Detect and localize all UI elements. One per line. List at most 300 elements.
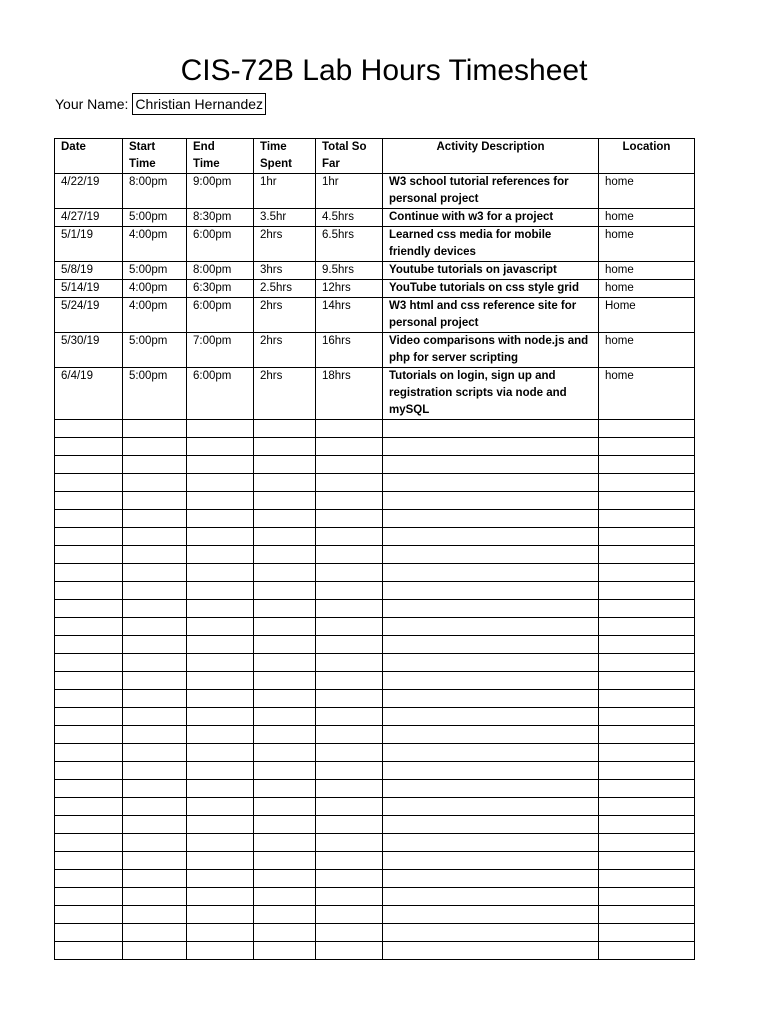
- table-row: [55, 209, 695, 227]
- cell-date[interactable]: 5/14/19: [55, 280, 123, 298]
- empty-cell-total-so-far[interactable]: [316, 636, 383, 654]
- empty-cell-time-spent[interactable]: [254, 510, 316, 528]
- empty-cell-location[interactable]: [599, 510, 695, 528]
- empty-cell-date[interactable]: [55, 780, 123, 798]
- empty-cell-time-spent[interactable]: [254, 564, 316, 582]
- empty-cell-activity-description[interactable]: [383, 870, 599, 888]
- empty-cell-start-time[interactable]: [123, 492, 187, 510]
- empty-cell-time-spent[interactable]: [254, 798, 316, 816]
- empty-cell-time-spent[interactable]: [254, 672, 316, 690]
- empty-cell-end-time[interactable]: [187, 906, 254, 924]
- cell-location[interactable]: home: [599, 227, 695, 262]
- cell-location[interactable]: home: [599, 262, 695, 280]
- cell-time-spent[interactable]: 1hr: [254, 174, 316, 209]
- table-row: [55, 262, 695, 280]
- empty-cell-end-time[interactable]: [187, 600, 254, 618]
- empty-cell-time-spent[interactable]: [254, 906, 316, 924]
- empty-cell-time-spent[interactable]: [254, 492, 316, 510]
- empty-cell-total-so-far[interactable]: [316, 870, 383, 888]
- empty-cell-total-so-far[interactable]: [316, 564, 383, 582]
- empty-cell-time-spent[interactable]: [254, 654, 316, 672]
- empty-cell-location[interactable]: [599, 582, 695, 600]
- empty-cell-start-time[interactable]: [123, 888, 187, 906]
- empty-cell-start-time[interactable]: [123, 564, 187, 582]
- empty-cell-activity-description[interactable]: [383, 636, 599, 654]
- empty-row: [55, 708, 695, 726]
- empty-cell-date[interactable]: [55, 726, 123, 744]
- cell-end-time[interactable]: 8:00pm: [187, 262, 254, 280]
- cell-start-time[interactable]: 4:00pm: [123, 298, 187, 333]
- empty-cell-start-time[interactable]: [123, 456, 187, 474]
- empty-cell-date[interactable]: [55, 456, 123, 474]
- empty-cell-date[interactable]: [55, 492, 123, 510]
- name-row: [55, 93, 266, 115]
- empty-cell-time-spent[interactable]: [254, 582, 316, 600]
- empty-cell-activity-description[interactable]: [383, 690, 599, 708]
- empty-cell-location[interactable]: [599, 762, 695, 780]
- cell-start-time[interactable]: 8:00pm: [123, 174, 187, 209]
- cell-date[interactable]: 5/30/19: [55, 333, 123, 368]
- empty-cell-start-time[interactable]: [123, 438, 187, 456]
- empty-cell-start-time[interactable]: [123, 870, 187, 888]
- cell-time-spent[interactable]: 3.5hr: [254, 209, 316, 227]
- empty-cell-location[interactable]: [599, 744, 695, 762]
- empty-cell-end-time[interactable]: [187, 456, 254, 474]
- cell-date[interactable]: 6/4/19: [55, 368, 123, 420]
- empty-cell-end-time[interactable]: [187, 420, 254, 438]
- empty-cell-activity-description[interactable]: [383, 582, 599, 600]
- empty-cell-location[interactable]: [599, 942, 695, 960]
- empty-cell-end-time[interactable]: [187, 744, 254, 762]
- table-row: [55, 298, 695, 333]
- empty-cell-date[interactable]: [55, 600, 123, 618]
- empty-cell-date[interactable]: [55, 528, 123, 546]
- empty-cell-end-time[interactable]: [187, 690, 254, 708]
- header-row: [55, 139, 695, 174]
- empty-cell-activity-description[interactable]: [383, 546, 599, 564]
- empty-cell-start-time[interactable]: [123, 690, 187, 708]
- empty-cell-location[interactable]: [599, 816, 695, 834]
- empty-cell-start-time[interactable]: [123, 708, 187, 726]
- empty-cell-end-time[interactable]: [187, 618, 254, 636]
- empty-cell-time-spent[interactable]: [254, 780, 316, 798]
- empty-cell-end-time[interactable]: [187, 888, 254, 906]
- empty-cell-total-so-far[interactable]: [316, 762, 383, 780]
- cell-end-time[interactable]: 8:30pm: [187, 209, 254, 227]
- cell-total-so-far[interactable]: 12hrs: [316, 280, 383, 298]
- empty-cell-start-time[interactable]: [123, 726, 187, 744]
- cell-activity-description[interactable]: Youtube tutorials on javascript: [383, 262, 599, 280]
- empty-cell-date[interactable]: [55, 582, 123, 600]
- cell-date[interactable]: 5/1/19: [55, 227, 123, 262]
- empty-cell-activity-description[interactable]: [383, 510, 599, 528]
- empty-cell-activity-description[interactable]: [383, 942, 599, 960]
- empty-cell-start-time[interactable]: [123, 816, 187, 834]
- cell-start-time[interactable]: 4:00pm: [123, 280, 187, 298]
- empty-cell-date[interactable]: [55, 654, 123, 672]
- empty-cell-end-time[interactable]: [187, 816, 254, 834]
- empty-cell-end-time[interactable]: [187, 654, 254, 672]
- empty-cell-start-time[interactable]: [123, 546, 187, 564]
- cell-time-spent[interactable]: 2hrs: [254, 333, 316, 368]
- empty-cell-total-so-far[interactable]: [316, 546, 383, 564]
- empty-cell-time-spent[interactable]: [254, 528, 316, 546]
- empty-cell-total-so-far[interactable]: [316, 942, 383, 960]
- empty-row: [55, 762, 695, 780]
- empty-row: [55, 510, 695, 528]
- empty-cell-location[interactable]: [599, 870, 695, 888]
- empty-cell-activity-description[interactable]: [383, 618, 599, 636]
- empty-cell-date[interactable]: [55, 474, 123, 492]
- empty-cell-activity-description[interactable]: [383, 672, 599, 690]
- cell-total-so-far[interactable]: 14hrs: [316, 298, 383, 333]
- table-row: [55, 368, 695, 420]
- empty-cell-start-time[interactable]: [123, 744, 187, 762]
- empty-cell-end-time[interactable]: [187, 708, 254, 726]
- empty-cell-date[interactable]: [55, 510, 123, 528]
- empty-cell-total-so-far[interactable]: [316, 474, 383, 492]
- empty-cell-time-spent[interactable]: [254, 888, 316, 906]
- cell-date[interactable]: 4/22/19: [55, 174, 123, 209]
- empty-cell-location[interactable]: [599, 798, 695, 816]
- empty-cell-date[interactable]: [55, 942, 123, 960]
- empty-cell-total-so-far[interactable]: [316, 744, 383, 762]
- cell-total-so-far[interactable]: 1hr: [316, 174, 383, 209]
- empty-cell-location[interactable]: [599, 672, 695, 690]
- empty-cell-time-spent[interactable]: [254, 744, 316, 762]
- empty-row: [55, 906, 695, 924]
- empty-cell-total-so-far[interactable]: [316, 618, 383, 636]
- empty-cell-location[interactable]: [599, 708, 695, 726]
- empty-cell-date[interactable]: [55, 672, 123, 690]
- empty-cell-start-time[interactable]: [123, 474, 187, 492]
- cell-start-time[interactable]: 5:00pm: [123, 262, 187, 280]
- empty-cell-time-spent[interactable]: [254, 816, 316, 834]
- cell-end-time[interactable]: 6:00pm: [187, 298, 254, 333]
- empty-cell-total-so-far[interactable]: [316, 888, 383, 906]
- name-field[interactable]: Christian Hernandez: [132, 93, 266, 115]
- empty-cell-date[interactable]: [55, 834, 123, 852]
- cell-end-time[interactable]: 6:00pm: [187, 227, 254, 262]
- empty-cell-activity-description[interactable]: [383, 816, 599, 834]
- cell-date[interactable]: 4/27/19: [55, 209, 123, 227]
- empty-row: [55, 618, 695, 636]
- empty-cell-total-so-far[interactable]: [316, 924, 383, 942]
- empty-cell-location[interactable]: [599, 906, 695, 924]
- empty-cell-date[interactable]: [55, 762, 123, 780]
- empty-cell-date[interactable]: [55, 708, 123, 726]
- empty-cell-location[interactable]: [599, 636, 695, 654]
- cell-location[interactable]: home: [599, 209, 695, 227]
- empty-cell-date[interactable]: [55, 852, 123, 870]
- empty-cell-location[interactable]: [599, 420, 695, 438]
- empty-cell-end-time[interactable]: [187, 762, 254, 780]
- cell-start-time[interactable]: 4:00pm: [123, 227, 187, 262]
- empty-row: [55, 582, 695, 600]
- name-label: Your Name:: [55, 96, 129, 112]
- empty-row: [55, 780, 695, 798]
- empty-cell-end-time[interactable]: [187, 528, 254, 546]
- empty-cell-end-time[interactable]: [187, 780, 254, 798]
- column-header-location: Location: [599, 139, 695, 174]
- empty-cell-date[interactable]: [55, 690, 123, 708]
- empty-cell-end-time[interactable]: [187, 798, 254, 816]
- cell-end-time[interactable]: 9:00pm: [187, 174, 254, 209]
- empty-cell-total-so-far[interactable]: [316, 798, 383, 816]
- empty-cell-time-spent[interactable]: [254, 852, 316, 870]
- empty-cell-location[interactable]: [599, 834, 695, 852]
- cell-date[interactable]: 5/24/19: [55, 298, 123, 333]
- empty-cell-activity-description[interactable]: [383, 726, 599, 744]
- cell-total-so-far[interactable]: 9.5hrs: [316, 262, 383, 280]
- cell-date[interactable]: 5/8/19: [55, 262, 123, 280]
- empty-cell-total-so-far[interactable]: [316, 600, 383, 618]
- cell-activity-description[interactable]: YouTube tutorials on css style grid: [383, 280, 599, 298]
- empty-row: [55, 870, 695, 888]
- empty-cell-total-so-far[interactable]: [316, 420, 383, 438]
- empty-cell-activity-description[interactable]: [383, 564, 599, 582]
- empty-cell-date[interactable]: [55, 618, 123, 636]
- empty-cell-date[interactable]: [55, 924, 123, 942]
- empty-cell-total-so-far[interactable]: [316, 510, 383, 528]
- cell-time-spent[interactable]: 2hrs: [254, 298, 316, 333]
- empty-cell-time-spent[interactable]: [254, 618, 316, 636]
- cell-time-spent[interactable]: 2hrs: [254, 368, 316, 420]
- empty-cell-activity-description[interactable]: [383, 852, 599, 870]
- empty-cell-activity-description[interactable]: [383, 888, 599, 906]
- empty-cell-total-so-far[interactable]: [316, 708, 383, 726]
- empty-cell-end-time[interactable]: [187, 726, 254, 744]
- column-header-date: Date: [55, 139, 123, 174]
- empty-cell-location[interactable]: [599, 474, 695, 492]
- empty-cell-time-spent[interactable]: [254, 834, 316, 852]
- empty-cell-location[interactable]: [599, 924, 695, 942]
- empty-cell-activity-description[interactable]: [383, 600, 599, 618]
- cell-end-time[interactable]: 7:00pm: [187, 333, 254, 368]
- empty-cell-location[interactable]: [599, 492, 695, 510]
- empty-cell-total-so-far[interactable]: [316, 690, 383, 708]
- empty-cell-start-time[interactable]: [123, 942, 187, 960]
- empty-cell-location[interactable]: [599, 654, 695, 672]
- empty-cell-time-spent[interactable]: [254, 438, 316, 456]
- empty-cell-start-time[interactable]: [123, 420, 187, 438]
- empty-cell-start-time[interactable]: [123, 672, 187, 690]
- empty-row: [55, 420, 695, 438]
- empty-cell-time-spent[interactable]: [254, 690, 316, 708]
- empty-cell-activity-description[interactable]: [383, 744, 599, 762]
- empty-cell-location[interactable]: [599, 528, 695, 546]
- empty-cell-end-time[interactable]: [187, 636, 254, 654]
- empty-cell-time-spent[interactable]: [254, 456, 316, 474]
- column-header-time-spent: Time Spent: [254, 139, 316, 174]
- empty-cell-time-spent[interactable]: [254, 420, 316, 438]
- empty-cell-location[interactable]: [599, 456, 695, 474]
- empty-cell-date[interactable]: [55, 906, 123, 924]
- empty-cell-time-spent[interactable]: [254, 942, 316, 960]
- cell-location[interactable]: Home: [599, 298, 695, 333]
- empty-cell-total-so-far[interactable]: [316, 852, 383, 870]
- empty-cell-end-time[interactable]: [187, 510, 254, 528]
- empty-cell-start-time[interactable]: [123, 636, 187, 654]
- cell-total-so-far[interactable]: 16hrs: [316, 333, 383, 368]
- cell-end-time[interactable]: 6:00pm: [187, 368, 254, 420]
- empty-row: [55, 852, 695, 870]
- empty-cell-start-time[interactable]: [123, 600, 187, 618]
- empty-cell-activity-description[interactable]: [383, 762, 599, 780]
- empty-cell-activity-description[interactable]: [383, 420, 599, 438]
- empty-cell-total-so-far[interactable]: [316, 582, 383, 600]
- empty-cell-end-time[interactable]: [187, 672, 254, 690]
- empty-cell-location[interactable]: [599, 438, 695, 456]
- empty-cell-activity-description[interactable]: [383, 708, 599, 726]
- cell-location[interactable]: home: [599, 174, 695, 209]
- empty-cell-time-spent[interactable]: [254, 636, 316, 654]
- cell-start-time[interactable]: 5:00pm: [123, 368, 187, 420]
- empty-cell-date[interactable]: [55, 564, 123, 582]
- empty-cell-end-time[interactable]: [187, 546, 254, 564]
- empty-cell-end-time[interactable]: [187, 852, 254, 870]
- empty-cell-end-time[interactable]: [187, 564, 254, 582]
- empty-cell-location[interactable]: [599, 888, 695, 906]
- cell-activity-description[interactable]: Video comparisons with node.js and php for server scripting: [383, 333, 599, 368]
- cell-total-so-far[interactable]: 18hrs: [316, 368, 383, 420]
- empty-cell-start-time[interactable]: [123, 924, 187, 942]
- cell-activity-description[interactable]: W3 school tutorial references for personal project: [383, 174, 599, 209]
- cell-end-time[interactable]: 6:30pm: [187, 280, 254, 298]
- empty-cell-start-time[interactable]: [123, 654, 187, 672]
- empty-cell-end-time[interactable]: [187, 834, 254, 852]
- empty-cell-date[interactable]: [55, 888, 123, 906]
- empty-cell-start-time[interactable]: [123, 798, 187, 816]
- empty-cell-date[interactable]: [55, 798, 123, 816]
- empty-row: [55, 456, 695, 474]
- cell-activity-description[interactable]: W3 html and css reference site for personal project: [383, 298, 599, 333]
- empty-cell-location[interactable]: [599, 726, 695, 744]
- empty-cell-start-time[interactable]: [123, 780, 187, 798]
- empty-cell-activity-description[interactable]: [383, 654, 599, 672]
- empty-cell-start-time[interactable]: [123, 906, 187, 924]
- empty-cell-activity-description[interactable]: [383, 924, 599, 942]
- empty-cell-end-time[interactable]: [187, 492, 254, 510]
- empty-cell-total-so-far[interactable]: [316, 816, 383, 834]
- empty-cell-activity-description[interactable]: [383, 906, 599, 924]
- cell-time-spent[interactable]: 2.5hrs: [254, 280, 316, 298]
- empty-cell-total-so-far[interactable]: [316, 654, 383, 672]
- empty-row: [55, 726, 695, 744]
- empty-cell-time-spent[interactable]: [254, 474, 316, 492]
- empty-cell-date[interactable]: [55, 870, 123, 888]
- empty-cell-total-so-far[interactable]: [316, 456, 383, 474]
- empty-cell-date[interactable]: [55, 636, 123, 654]
- empty-cell-location[interactable]: [599, 546, 695, 564]
- empty-cell-activity-description[interactable]: [383, 798, 599, 816]
- empty-cell-end-time[interactable]: [187, 474, 254, 492]
- empty-cell-activity-description[interactable]: [383, 438, 599, 456]
- cell-activity-description[interactable]: Tutorials on login, sign up and registration scripts via node and mySQL: [383, 368, 599, 420]
- empty-cell-start-time[interactable]: [123, 762, 187, 780]
- empty-row: [55, 438, 695, 456]
- empty-cell-date[interactable]: [55, 816, 123, 834]
- empty-cell-date[interactable]: [55, 744, 123, 762]
- empty-row: [55, 600, 695, 618]
- empty-row: [55, 798, 695, 816]
- cell-total-so-far[interactable]: 6.5hrs: [316, 227, 383, 262]
- empty-cell-time-spent[interactable]: [254, 546, 316, 564]
- cell-activity-description[interactable]: Continue with w3 for a project: [383, 209, 599, 227]
- empty-cell-end-time[interactable]: [187, 438, 254, 456]
- empty-cell-date[interactable]: [55, 420, 123, 438]
- column-header-end-time: End Time: [187, 139, 254, 174]
- empty-cell-start-time[interactable]: [123, 852, 187, 870]
- empty-row: [55, 924, 695, 942]
- empty-cell-total-so-far[interactable]: [316, 492, 383, 510]
- empty-cell-time-spent[interactable]: [254, 600, 316, 618]
- empty-cell-start-time[interactable]: [123, 834, 187, 852]
- empty-cell-total-so-far[interactable]: [316, 672, 383, 690]
- cell-time-spent[interactable]: 3hrs: [254, 262, 316, 280]
- empty-cell-total-so-far[interactable]: [316, 780, 383, 798]
- empty-cell-location[interactable]: [599, 618, 695, 636]
- empty-cell-total-so-far[interactable]: [316, 834, 383, 852]
- cell-location[interactable]: home: [599, 368, 695, 420]
- empty-cell-activity-description[interactable]: [383, 492, 599, 510]
- cell-location[interactable]: home: [599, 333, 695, 368]
- empty-cell-total-so-far[interactable]: [316, 438, 383, 456]
- empty-cell-total-so-far[interactable]: [316, 906, 383, 924]
- empty-cell-end-time[interactable]: [187, 942, 254, 960]
- cell-time-spent[interactable]: 2hrs: [254, 227, 316, 262]
- cell-start-time[interactable]: 5:00pm: [123, 333, 187, 368]
- timesheet-table: [54, 138, 695, 960]
- empty-cell-end-time[interactable]: [187, 924, 254, 942]
- cell-start-time[interactable]: 5:00pm: [123, 209, 187, 227]
- empty-cell-location[interactable]: [599, 600, 695, 618]
- empty-cell-activity-description[interactable]: [383, 834, 599, 852]
- page-title: CIS-72B Lab Hours Timesheet: [180, 54, 588, 87]
- empty-cell-location[interactable]: [599, 564, 695, 582]
- empty-cell-start-time[interactable]: [123, 582, 187, 600]
- empty-row: [55, 546, 695, 564]
- empty-cell-activity-description[interactable]: [383, 456, 599, 474]
- cell-location[interactable]: home: [599, 280, 695, 298]
- empty-cell-end-time[interactable]: [187, 582, 254, 600]
- empty-cell-location[interactable]: [599, 780, 695, 798]
- empty-cell-total-so-far[interactable]: [316, 726, 383, 744]
- empty-cell-start-time[interactable]: [123, 510, 187, 528]
- empty-cell-start-time[interactable]: [123, 528, 187, 546]
- cell-activity-description[interactable]: Learned css media for mobile friendly devices: [383, 227, 599, 262]
- empty-cell-time-spent[interactable]: [254, 870, 316, 888]
- empty-cell-time-spent[interactable]: [254, 762, 316, 780]
- empty-cell-date[interactable]: [55, 438, 123, 456]
- empty-cell-location[interactable]: [599, 690, 695, 708]
- empty-cell-date[interactable]: [55, 546, 123, 564]
- empty-cell-activity-description[interactable]: [383, 528, 599, 546]
- empty-cell-start-time[interactable]: [123, 618, 187, 636]
- empty-cell-time-spent[interactable]: [254, 726, 316, 744]
- empty-cell-time-spent[interactable]: [254, 708, 316, 726]
- empty-cell-location[interactable]: [599, 852, 695, 870]
- cell-total-so-far[interactable]: 4.5hrs: [316, 209, 383, 227]
- empty-row: [55, 474, 695, 492]
- empty-cell-time-spent[interactable]: [254, 924, 316, 942]
- empty-cell-end-time[interactable]: [187, 870, 254, 888]
- empty-row: [55, 834, 695, 852]
- empty-cell-activity-description[interactable]: [383, 780, 599, 798]
- empty-cell-activity-description[interactable]: [383, 474, 599, 492]
- empty-row: [55, 942, 695, 960]
- empty-cell-total-so-far[interactable]: [316, 528, 383, 546]
